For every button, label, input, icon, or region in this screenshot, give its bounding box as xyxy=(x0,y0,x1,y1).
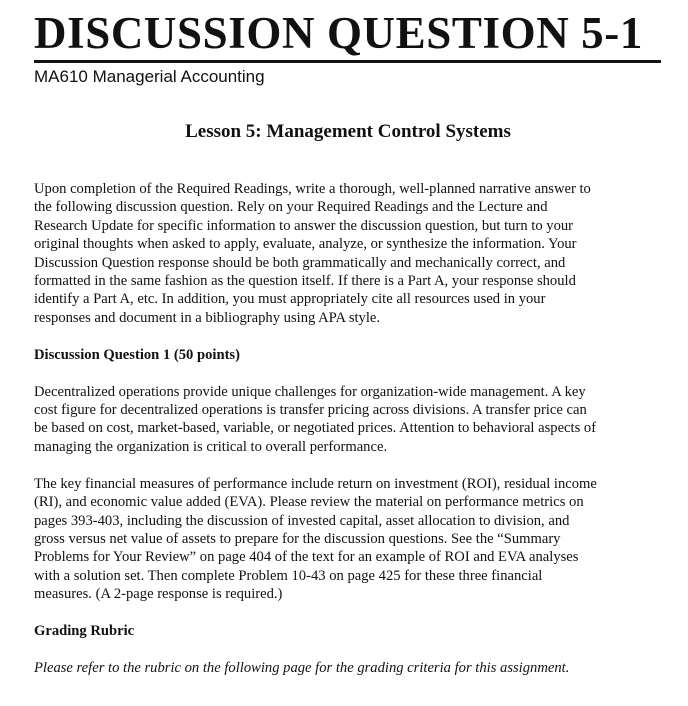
paragraph-spacer xyxy=(34,364,674,383)
instructions-line: the following discussion question. Rely on your Required Readings and the Lecture and xyxy=(34,199,548,216)
question-line: cost figure for decentralized operations is transfer pricing across divisions. A transfer price can xyxy=(34,402,587,419)
question-line: Decentralized operations provide unique challenges for organization-wide management. A key xyxy=(34,383,586,400)
course-name: MA610 Managerial Accounting xyxy=(34,67,265,86)
instructions-line: formatted in the same fashion as the question itself. If there is a Part A, your response should xyxy=(34,272,576,289)
question-line: Problems for Your Review” on page 404 of the text for an example of ROI and EVA analyses xyxy=(34,549,579,566)
title-underline-rule xyxy=(34,60,661,63)
instructions-line: identify a Part A, etc. In addition, you must appropriately cite all resources used in your xyxy=(34,291,546,308)
rubric-note: Please refer to the rubric on the following page for the grading criteria for this assignment. xyxy=(34,660,570,677)
instructions-line: Research Update for specific information to answer the discussion question, but turn to your xyxy=(34,217,574,234)
document-title: DISCUSSION QUESTION 5-1 xyxy=(34,8,643,58)
rubric-heading: Grading Rubric xyxy=(34,623,135,640)
instructions-line: original thoughts when asked to apply, evaluate, analyze, or synthesize the information. Your xyxy=(34,236,577,253)
question-line: gross versus net value of assets to prepare for the discussion questions. See the “Summary xyxy=(34,531,561,548)
document-body xyxy=(34,180,674,678)
lesson-heading: Lesson 5: Management Control Systems xyxy=(185,121,511,142)
question-paragraph-1 xyxy=(34,383,674,457)
question-line: measures. (A 2-page response is required.) xyxy=(34,586,283,603)
paragraph-spacer xyxy=(34,456,674,475)
question-line: (RI), and economic value added (EVA). Please review the material on performance metrics on xyxy=(34,494,584,511)
question-line: be based on cost, market-based, variable, or negotiated prices. Attention to behavioral aspects of xyxy=(34,420,597,437)
paragraph-spacer xyxy=(34,604,674,623)
question-line: pages 393-403, including the discussion of invested capital, asset allocation to division, and xyxy=(34,512,570,529)
paragraph-spacer xyxy=(34,327,674,346)
question-line: with a solution set. Then complete Problem 10-43 on page 425 for these three financial xyxy=(34,567,543,584)
question-line: managing the organization is critical to overall performance. xyxy=(34,438,388,455)
instructions-line: responses and document in a bibliography using APA style. xyxy=(34,309,381,326)
paragraph-spacer xyxy=(34,641,674,660)
instructions-line: Upon completion of the Required Readings, write a thorough, well-planned narrative answer to xyxy=(34,181,591,197)
question-paragraph-2 xyxy=(34,475,674,604)
instructions-paragraph xyxy=(34,180,674,327)
instructions-line: Discussion Question response should be both grammatically and mechanically correct, and xyxy=(34,254,566,271)
question-line: The key financial measures of performance include return on investment (ROI), residual income xyxy=(34,475,597,492)
question-heading: Discussion Question 1 (50 points) xyxy=(34,346,240,363)
